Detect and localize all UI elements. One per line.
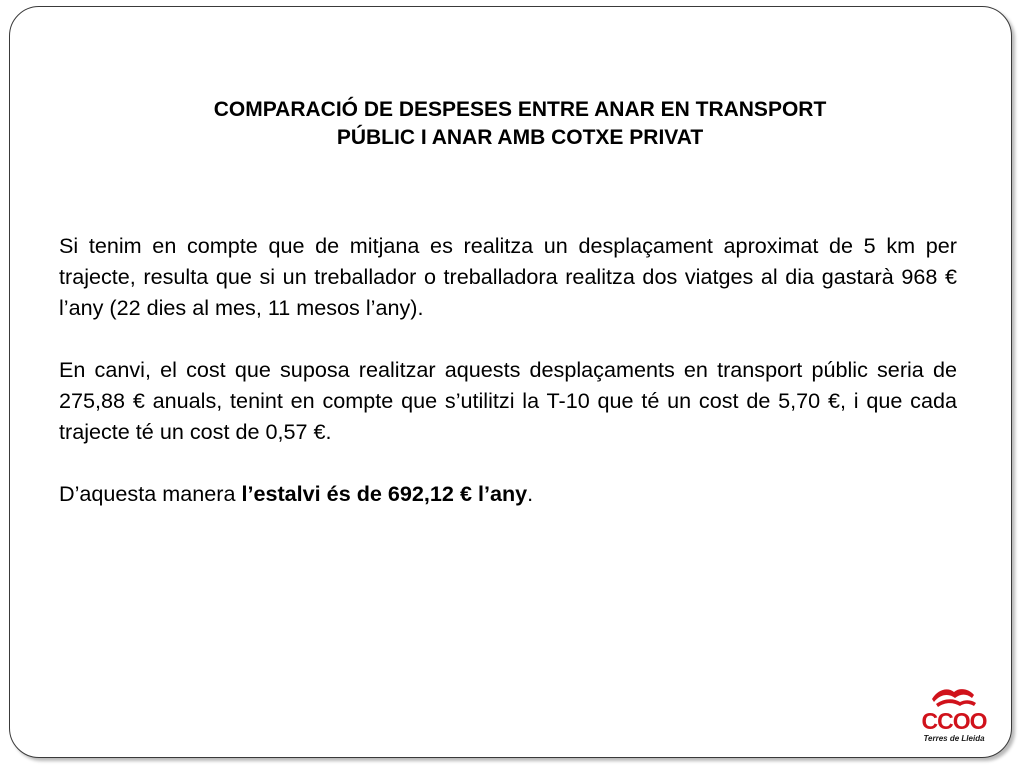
logo-text: CCOO	[921, 708, 987, 734]
logo-subtitle: Terres de Lleida	[923, 734, 985, 743]
body-text	[59, 230, 957, 540]
savings-amount: l’estalvi és de 692,12 € l’any	[241, 481, 528, 506]
paragraph-savings	[59, 478, 957, 509]
title-line-1: COMPARACIÓ DE DESPESES ENTRE ANAR EN TRANSPORT	[213, 98, 827, 121]
savings-suffix: .	[527, 481, 534, 506]
ccoo-logo-icon	[914, 683, 994, 745]
title-line-2: PÚBLIC I ANAR AMB COTXE PRIVAT	[336, 126, 704, 149]
savings-prefix: D’aquesta manera	[59, 481, 242, 506]
page-title	[40, 96, 1000, 152]
paragraph-car-cost: Si tenim en compte que de mitjana es realitza un desplaçament aproximat de 5 km per trajecte, resulta que si un treballador o treballadora realitza dos viatges al dia gastarà 968 € l’any (22 dies al mes, 11 mesos l’any).	[59, 233, 957, 320]
flag-stripe	[936, 699, 976, 707]
paragraph-transport-cost: En canvi, el cost que suposa realitzar aquests desplaçaments en transport públic seria de 275,88 € anuals, tenint en compte que s’utilitzi la T-10 que té un cost de 5,70 €, i que cada trajecte té un cost de 0,57 €.	[59, 357, 957, 444]
